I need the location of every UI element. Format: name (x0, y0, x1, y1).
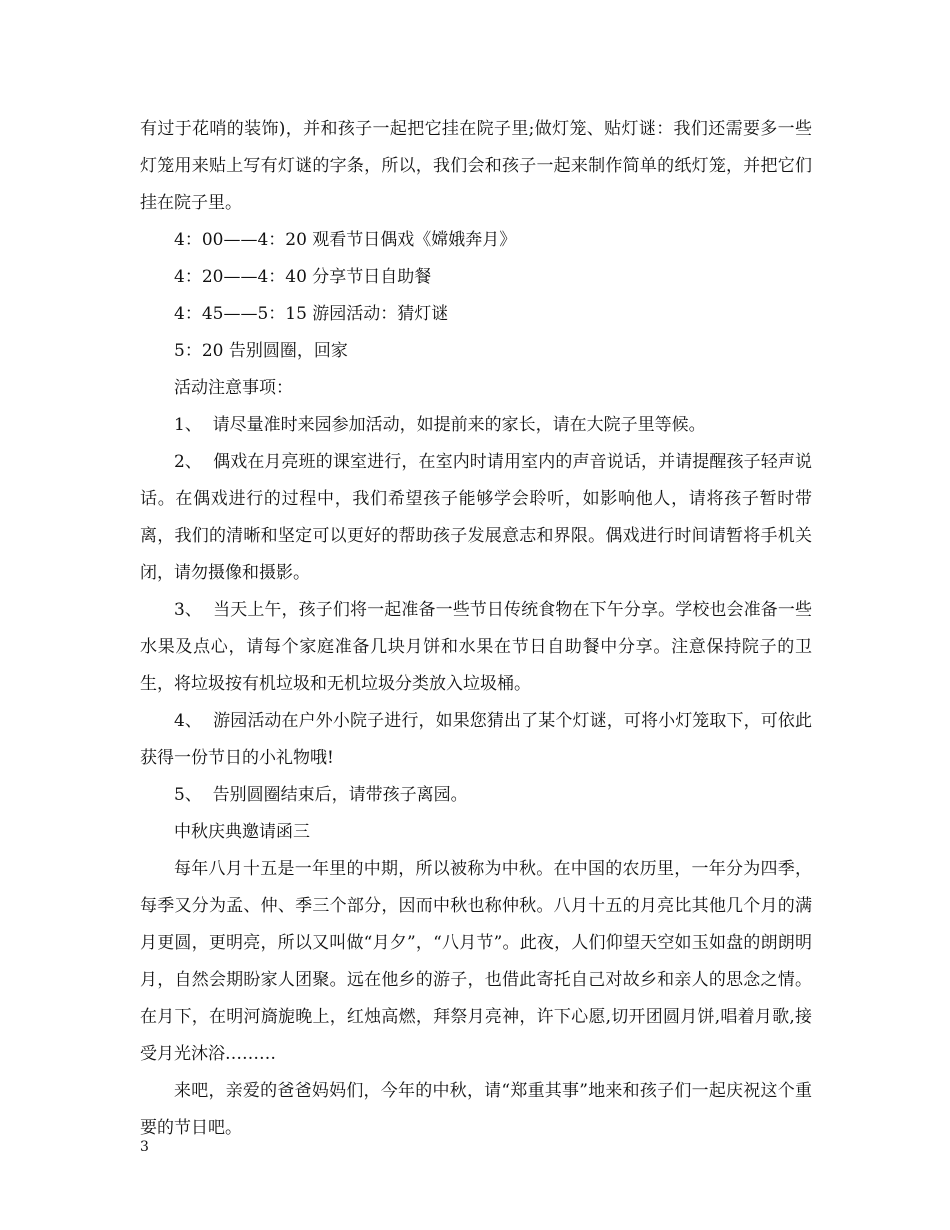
note-item-1: 1、 请尽量准时来园参加活动，如提前来的家长，请在大院子里等候。 (174, 415, 706, 435)
notes-heading: 活动注意事项： (174, 378, 293, 398)
page-number: 3 (140, 1139, 149, 1155)
schedule-item-lantern-riddles: 4：45——5：15 游园活动：猜灯谜 (174, 304, 449, 324)
note-item-3: 3、 当天上午，孩子们将一起准备一些节日传统食物在下午分享。学校也会准备一些水果及点心，请每个家庭准备几块月饼和水果在节日自助餐中分享。注意保持院子的卫生，将垃圾按有机垃圾和无机垃圾分类放入垃圾桶。 (140, 600, 812, 694)
note-item-4: 4、 游园活动在户外小院子进行，如果您猜出了某个灯谜，可将小灯笼取下，可依此获得一份节日的小礼物哦! (140, 711, 812, 768)
paragraph-invitation-closing: 来吧，亲爱的爸爸妈妈们，今年的中秋，请“郑重其事”地来和孩子们一起庆祝这个重要的节日吧。 (140, 1081, 812, 1138)
schedule-item-buffet: 4：20——4：40 分享节日自助餐 (174, 267, 432, 287)
schedule-item-puppet-show: 4：00——4：20 观看节日偶戏《嫦娥奔月》 (174, 230, 517, 250)
note-item-2: 2、 偶戏在月亮班的课室进行，在室内时请用室内的声音说话，并请提醒孩子轻声说话。在偶戏进行的过程中，我们希望孩子能够学会聆听，如影响他人，请将孩子暂时带离，我们的清晰和坚定可以更好的帮助孩子发展意志和界限。偶戏进行时间请暂将手机关闭，请勿摄像和摄影。 (140, 452, 812, 583)
note-item-5: 5、 告别圆圈结束后，请带孩子离园。 (174, 785, 468, 805)
paragraph-continuation: 有过于花哨的装饰)，并和孩子一起把它挂在院子里;做灯笼、贴灯谜：我们还需要多一些灯笼用来贴上写有灯谜的字条，所以，我们会和孩子一起来制作简单的纸灯笼，并把它们挂在院子里。 (140, 119, 812, 213)
paragraph-mid-autumn-intro: 每年八月十五是一年里的中期，所以被称为中秋。在中国的农历里，一年分为四季，每季又分为孟、仲、季三个部分，因而中秋也称仲秋。八月十五的月亮比其他几个月的满月更圆，更明亮，所以又叫做“月夕”，“八月节”。此夜，人们仰望天空如玉如盘的朗朗明月，自然会期盼家人团聚。远在他乡的游子，也借此寄托自己对故乡和亲人的思念之情。在月下，在明河旖旎晚上，红烛高燃，拜祭月亮神，许下心愿,切开团圆月饼,唱着月歌,接受月光沐浴……… (140, 859, 812, 1064)
section-heading-invitation-3: 中秋庆典邀请函三 (174, 822, 310, 842)
document-body (140, 111, 812, 1147)
schedule-item-farewell: 5：20 告别圆圈，回家 (174, 341, 348, 361)
